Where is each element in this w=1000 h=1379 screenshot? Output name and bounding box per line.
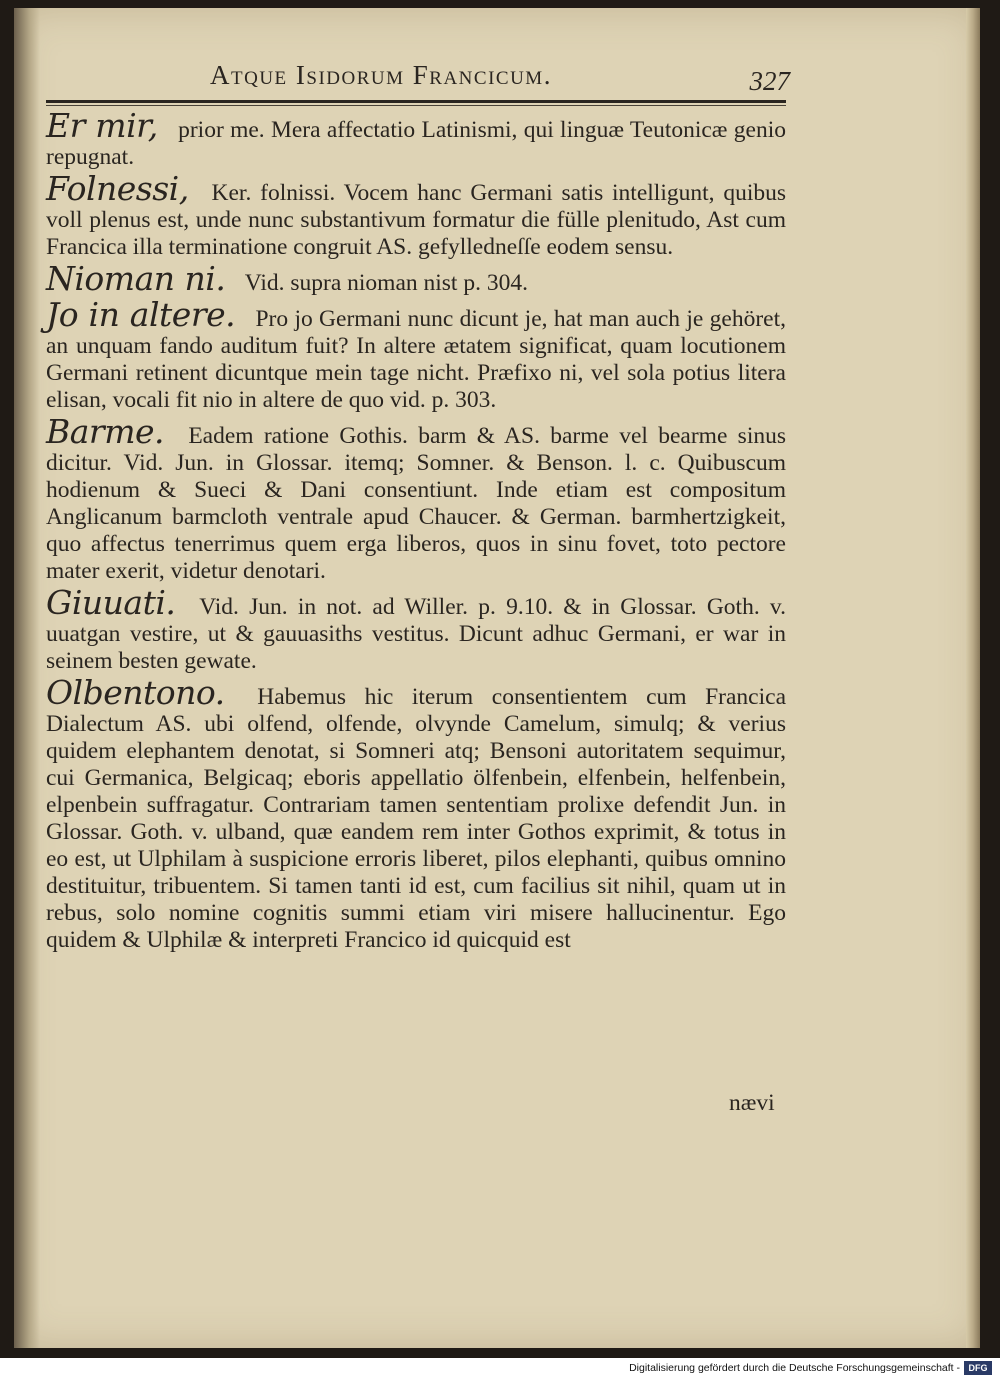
glossary-entry: [46, 106, 787, 171]
entry-text: Vid. Jun. in not. ad Willer. p. 9.10. & in Glossar. Goth. v. uuatgan vestire, ut & gauuasiths vestitus. Dicunt adhuc Germani, er war in seinem besten gewate.: [46, 594, 786, 674]
catchword: nævi: [729, 1090, 775, 1116]
entry-text: prior me. Mera affectatio Latinismi, qui linguæ Teutonicæ genio repugnat.: [46, 117, 787, 170]
glossary-entry: [46, 169, 786, 261]
entry-headword: Jo in altere.: [46, 295, 236, 334]
entry-text: Pro jo Germani nunc dicunt je, hat man auch je gehöret, an unquam fando auditum fuit? In altere ætatem significat, quam locutionem Germani retinent dicuntque mein tage nicht. Præfixo ni, vel sola potius litera elisan, vocali fit nio in altere de quo vid. p. 303.: [46, 306, 787, 413]
glossary-entry: [46, 583, 786, 675]
running-head: Atque Isidorum Francicum.: [210, 60, 552, 90]
page-edge: [966, 8, 980, 1348]
glossary-entry: [46, 673, 787, 954]
glossary-entry: [46, 259, 786, 298]
entry-headword: Nioman ni.: [46, 259, 226, 298]
digitization-footer: [0, 1358, 1000, 1379]
entry-text: Vid. supra nioman nist p. 304.: [244, 270, 528, 296]
funding-credit: Digitalisierung gefördert durch die Deutsche Forschungsgemeinschaft -: [629, 1362, 960, 1374]
glossary-entry: [46, 412, 786, 585]
page-gutter: [14, 8, 40, 1348]
dfg-logo: DFG: [964, 1361, 992, 1375]
entry-headword: Giuuati.: [46, 583, 176, 622]
entry-headword: Folnessi,: [46, 169, 189, 208]
header-rule: [46, 100, 786, 103]
entry-headword: Barme.: [46, 412, 165, 451]
page-header: [160, 60, 790, 104]
entry-text: Ker. folnissi. Vocem hanc Germani satis intelligunt, quibus voll plenus est, unde nunc substantivum formatur die fülle plenitudo, Ast cum Francica illa terminatione congruit AS. gefylledneſſe eodem sensu.: [46, 180, 786, 260]
glossary-entry: [46, 295, 787, 414]
entry-headword: Er mir,: [46, 106, 158, 145]
entry-text: Eadem ratione Gothis. barm & AS. barme vel bearme sinus dicitur. Vid. Jun. in Glossar. itemq; Somner. & Benson. l. c. Quibuscum hodienum & Sueci & Dani consentiunt. Inde etiam est compositum Anglicanum barmcloth ventrale apud Chaucer. & German. barmhertzigkeit, quo affectus tenerrimus quem erga liberos, quos in sinu fovet, toto pectore mater exerit, videtur denotari.: [46, 423, 786, 584]
glossary-body: [46, 106, 787, 958]
entry-text: Habemus hic iterum consentientem cum Francica Dialectum AS. ubi olfend, olfende, olvynde Camelum, simulq; & verius quidem elephantem denotat, si Somneri atq; Bensoni autoritatem sequimur, cui Germanica, Belgicaq; eboris appellatio ölfenbein, elfenbein, helfenbein, elpenbein suffragatur. Contrariam tamen sententiam prolixe defendit Jun. in Glossar. Goth. v. ulband, quæ eandem rem inter Gothos exprimit, & totus in eo est, ut Ulphilam à suspicione erroris liberet, pilos elephanti, quibus omnino destituitur, tribuentem. Si tamen tanti id est, cum facilius sit nihil, quam ut in rebus, solo nomine cognitis summi etiam viri misere hallucinentur. Ego quidem & Ulphilæ & interpreti Francico id quicquid est: [46, 684, 787, 953]
entry-headword: Olbentono.: [46, 673, 225, 712]
page-number: 327: [749, 66, 790, 96]
